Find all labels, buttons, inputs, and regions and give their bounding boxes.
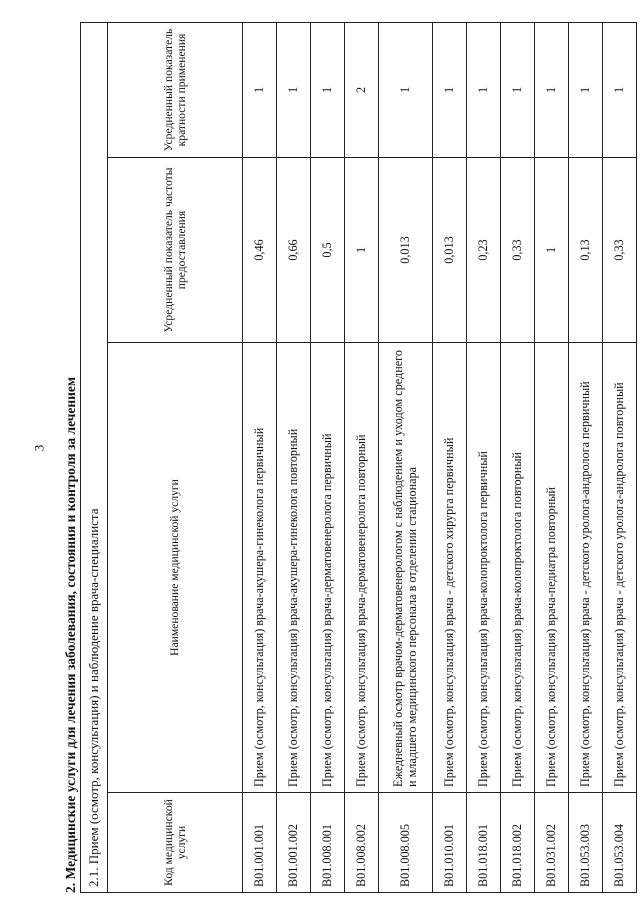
cell-code: B01.018.001 — [467, 793, 501, 893]
cell-name: Прием (осмотр, консультация) врача-дерматовенеролога повторный — [345, 343, 379, 793]
cell-multiplicity: 1 — [379, 22, 433, 157]
cell-frequency: 0,5 — [311, 158, 345, 343]
header-frequency: Усредненный показатель частоты предоставления — [108, 158, 243, 343]
header-code: Код медицинской услуги — [108, 793, 243, 893]
table-row — [535, 22, 569, 892]
cell-name: Прием (осмотр, консультация) врача-акушера-гинеколога повторный — [277, 343, 311, 793]
cell-multiplicity: 1 — [243, 22, 277, 157]
cell-multiplicity: 1 — [433, 22, 467, 157]
cell-code: B01.053.004 — [603, 793, 637, 893]
rotated-content — [62, 23, 626, 893]
cell-frequency: 0,33 — [603, 158, 637, 343]
table-row — [379, 22, 433, 892]
cell-name: Прием (осмотр, консультация) врача - детского хирурга первичный — [433, 343, 467, 793]
cell-name: Прием (осмотр, консультация) врача-колопроктолога повторный — [501, 343, 535, 793]
cell-code: B01.001.002 — [277, 793, 311, 893]
header-name: Наименование медицинской услуги — [108, 343, 243, 793]
cell-multiplicity: 1 — [467, 22, 501, 157]
cell-code: B01.053.003 — [569, 793, 603, 893]
subsection-row — [81, 22, 108, 892]
services-table — [80, 22, 637, 893]
cell-multiplicity: 2 — [345, 22, 379, 157]
table-row — [345, 22, 379, 892]
cell-name: Прием (осмотр, консультация) врача-акушера-гинеколога первичный — [243, 343, 277, 793]
cell-code: B01.008.005 — [379, 793, 433, 893]
table-row — [501, 22, 535, 892]
cell-frequency: 0,66 — [277, 158, 311, 343]
cell-multiplicity: 1 — [311, 22, 345, 157]
cell-frequency: 1 — [345, 158, 379, 343]
cell-code: B01.018.002 — [501, 793, 535, 893]
cell-frequency: 0,013 — [433, 158, 467, 343]
cell-multiplicity: 1 — [277, 22, 311, 157]
cell-code: B01.008.002 — [345, 793, 379, 893]
cell-multiplicity: 1 — [535, 22, 569, 157]
cell-name: Прием (осмотр, консультация) врача-педиатра повторный — [535, 343, 569, 793]
cell-frequency: 0,013 — [379, 158, 433, 343]
cell-code: B01.008.001 — [311, 793, 345, 893]
subsection-title: 2.1. Прием (осмотр, консультация) и наблюдение врача-специалиста — [81, 22, 108, 892]
table-row — [311, 22, 345, 892]
cell-name: Прием (осмотр, консультация) врача-дерматовенеролога первичный — [311, 343, 345, 793]
cell-name: Ежедневный осмотр врачом-дерматовенерологом с наблюдением и уходом среднего и младшего медицинского персонала в отделении стационара — [379, 343, 433, 793]
cell-multiplicity: 1 — [501, 22, 535, 157]
cell-frequency: 1 — [535, 158, 569, 343]
page-number: 3 — [31, 444, 47, 452]
section-title: 2. Медицинские услуги для лечения заболевания, состояния и контроля за лечением — [63, 376, 78, 893]
cell-multiplicity: 1 — [603, 22, 637, 157]
cell-frequency: 0,13 — [569, 158, 603, 343]
table-row — [243, 22, 277, 892]
header-multiplicity: Усредненный показатель кратности применения — [108, 22, 243, 157]
cell-multiplicity: 1 — [569, 22, 603, 157]
cell-frequency: 0,33 — [501, 158, 535, 343]
table-row — [603, 22, 637, 892]
cell-name: Прием (осмотр, консультация) врача - детского уролога-андролога первичный — [569, 343, 603, 793]
header-row — [108, 22, 243, 892]
cell-name: Прием (осмотр, консультация) врача-колопроктолога первичный — [467, 343, 501, 793]
table-row — [467, 22, 501, 892]
cell-frequency: 0,46 — [243, 158, 277, 343]
cell-code: B01.001.001 — [243, 793, 277, 893]
cell-code: B01.031.002 — [535, 793, 569, 893]
cell-name: Прием (осмотр, консультация) врача - детского уролога-андролога повторный — [603, 343, 637, 793]
cell-frequency: 0,23 — [467, 158, 501, 343]
table-row — [277, 22, 311, 892]
cell-code: B01.010.001 — [433, 793, 467, 893]
table-row — [433, 22, 467, 892]
table-row — [569, 22, 603, 892]
